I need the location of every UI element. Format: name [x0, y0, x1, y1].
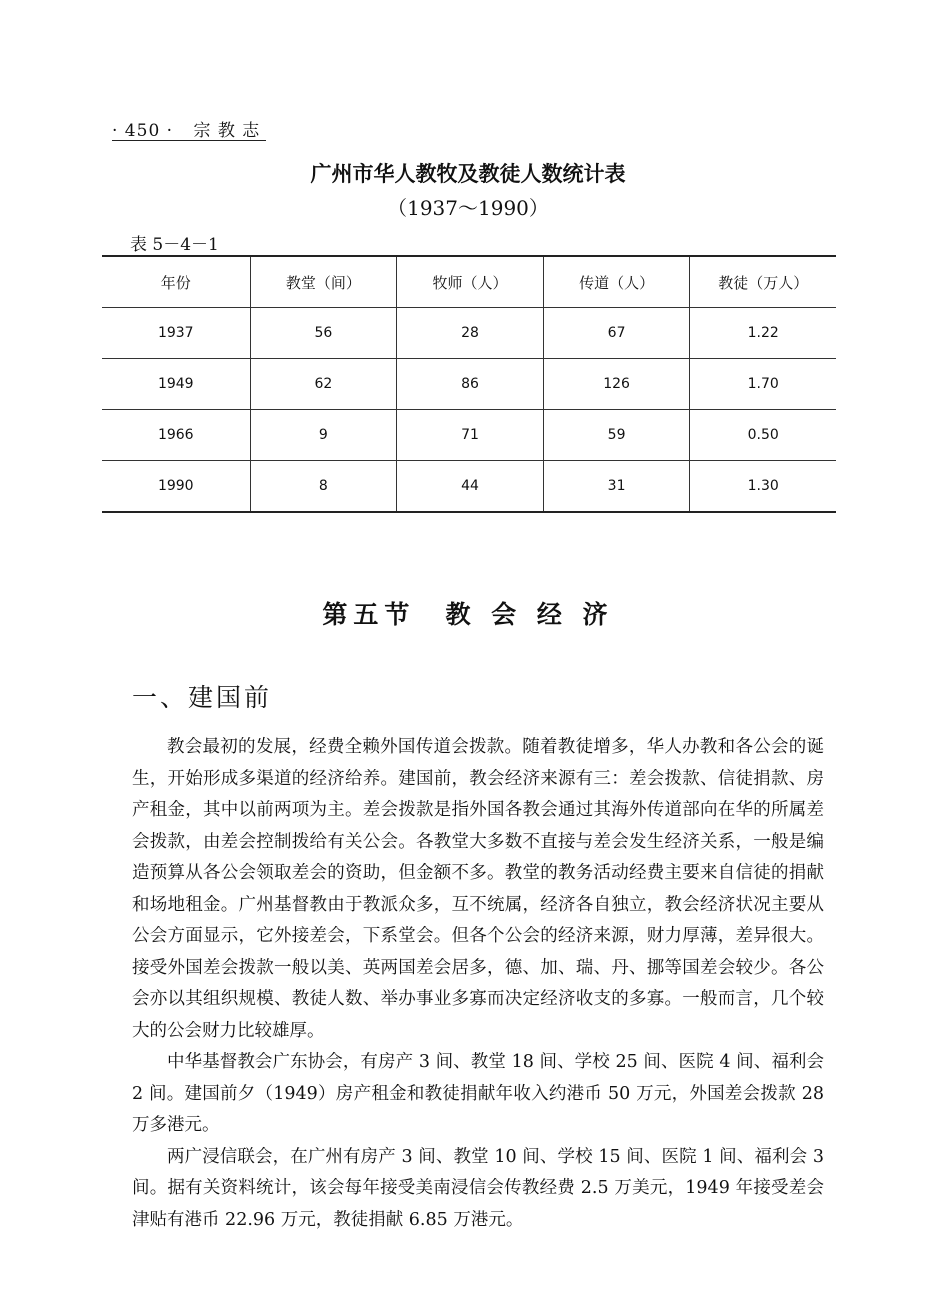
paragraph: 中华基督教会广东协会，有房产 3 间、教堂 18 间、学校 25 间、医院 4 间、福利会 2 间。建国前夕（1949）房产租金和教徒捐献年收入约港币 50 万元，外国差会拨款 28 万多港元。	[132, 1052, 824, 1135]
statistics-table	[102, 255, 836, 513]
table-row	[102, 410, 836, 461]
column-header-pastors: 牧师（人）	[397, 256, 544, 308]
table-cell: 8	[250, 461, 397, 513]
subsection-heading: 一、建国前	[132, 683, 273, 712]
table-cell: 56	[250, 308, 397, 359]
paragraph: 两广浸信联会，在广州有房产 3 间、教堂 10 间、学校 15 间、医院 1 间、福利会 3 间。据有关资料统计，该会每年接受美南浸信会传教经费 2.5 万美元，1949 年接受差会津贴有港币 22.96 万元，教徒捐献 6.85 万港元。	[132, 1146, 824, 1230]
table-cell: 1966	[157, 427, 194, 443]
table-subtitle: （1937～1990）	[387, 196, 549, 220]
table-cell: 1.22	[690, 308, 836, 359]
table-cell: 62	[250, 359, 397, 410]
table-cell: 28	[397, 308, 544, 359]
table-cell: 9	[250, 410, 397, 461]
table-row	[102, 359, 836, 410]
table-cell: 44	[397, 461, 544, 513]
table-label: 表 5－4－1	[130, 235, 219, 255]
table-row	[102, 461, 836, 513]
header-underline	[112, 140, 266, 141]
column-header-year: 年份	[160, 273, 191, 292]
section-number: 第五节	[322, 600, 416, 629]
table-cell: 1937	[157, 325, 194, 341]
column-header-believers: 教徒（万人）	[690, 256, 836, 308]
table-title: 广州市华人教牧及教徒人数统计表	[310, 162, 626, 186]
table-cell: 67	[543, 308, 690, 359]
table-cell: 31	[543, 461, 690, 513]
table-cell: 0.50	[690, 410, 836, 461]
table-cell: 71	[397, 410, 544, 461]
column-header-churches: 教堂（间）	[250, 256, 397, 308]
table-row	[102, 308, 836, 359]
table-cell: 1.30	[690, 461, 836, 513]
table-cell: 86	[397, 359, 544, 410]
body-text	[132, 732, 824, 1236]
table-cell: 59	[543, 410, 690, 461]
column-header-preachers: 传道（人）	[543, 256, 690, 308]
page-number: · 450 ·	[112, 121, 174, 141]
section-heading	[0, 595, 936, 631]
section-name: 教 会 经 济	[445, 600, 614, 629]
running-header	[112, 116, 260, 141]
table-cell: 1990	[157, 478, 194, 494]
table-cell: 126	[543, 359, 690, 410]
table-header-row	[102, 256, 836, 308]
table-cell: 1949	[157, 376, 194, 392]
table-cell: 1.70	[690, 359, 836, 410]
paragraph: 教会最初的发展，经费全赖外国传道会拨款。随着教徒增多，华人办教和各公会的诞生，开始形成多渠道的经济给养。建国前，教会经济来源有三：差会拨款、信徒捐款、房产租金，其中以前两项为主。差会拨款是指外国各教会通过其海外传道部向在华的所属差会拨款，由差会控制拨给有关公会。各教堂大多数不直接与差会发生经济关系，一般是编造预算从各公会领取差会的资助，但金额不多。教堂的教务活动经费主要来自信徒的捐献和场地租金。广州基督教由于教派众多，互不统属，经济各自独立，教会经济状况主要从公会方面显示，它外接差会，下系堂会。但各个公会的经济来源，财力厚薄，差异很大。接受外国差会拨款一般以美、英两国差会居多，德、加、瑞、丹、挪等国差会较少。各公会亦以其组织规模、教徒人数、举办事业多寡而决定经济收支的多寡。一般而言，几个较大的公会财力比较雄厚。	[132, 737, 824, 1041]
book-title: 宗 教 志	[193, 121, 261, 141]
